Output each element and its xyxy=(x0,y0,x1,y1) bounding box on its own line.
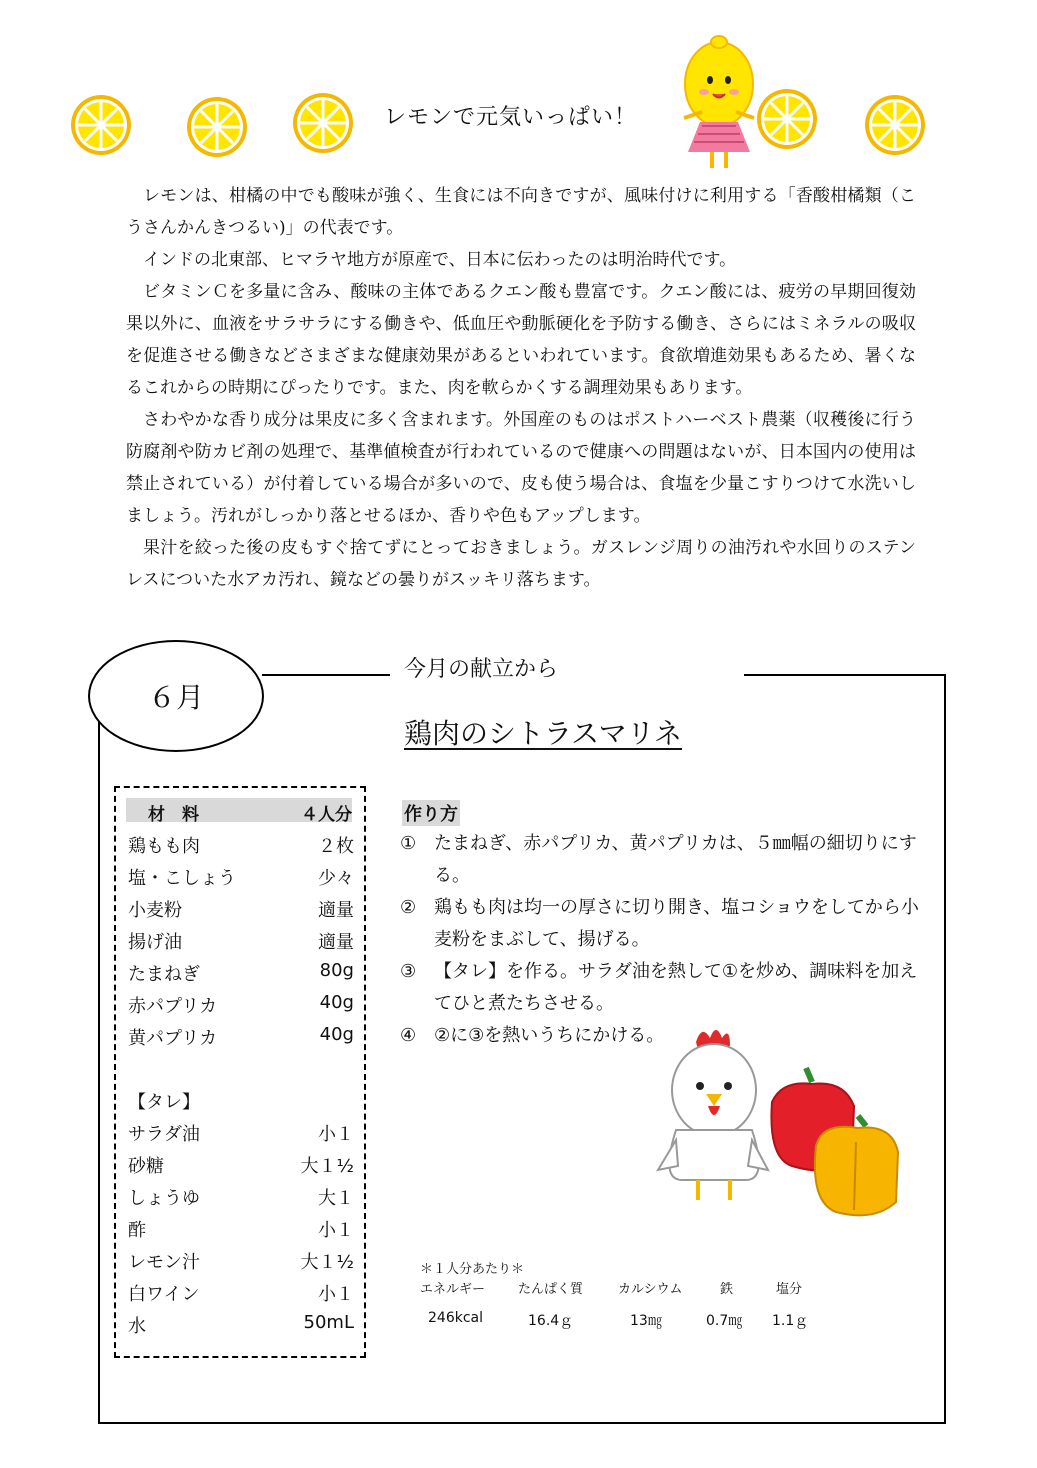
nutrition-value: 1.1ｇ xyxy=(772,1313,809,1329)
ingredient-row: たまねぎ 80g xyxy=(128,960,354,985)
lemon-girl-icon xyxy=(672,22,764,172)
intro-text xyxy=(126,180,916,596)
lemon-slice-icon xyxy=(292,92,354,154)
intro-paragraph: 果汁を絞った後の皮もすぐ捨てずにとっておきましょう。ガスレンジ周りの油汚れや水回りのステンレスについた水アカ汚れ、鏡などの曇りがスッキリ落ちます。 xyxy=(126,538,916,590)
method-heading: 作り方 xyxy=(402,800,460,826)
intro-paragraph: レモンは、柑橘の中でも酸味が強く、生食には不向きですが、風味付けに利用する「香酸柑橘類（こうさんかんきつるい)」の代表です。 xyxy=(126,186,916,238)
ingredients-header-qty: ４人分 xyxy=(301,805,352,825)
sauce-label: 【タレ】 xyxy=(128,1092,200,1113)
paprika-icon xyxy=(762,1062,904,1226)
sauce-row: 水 50mL xyxy=(128,1312,354,1337)
nutrition-value: 13㎎ xyxy=(630,1313,662,1329)
ingredient-row: 鶏もも肉 ２枚 xyxy=(128,836,354,857)
nutrition-note: ＊１人分あたり＊ xyxy=(420,1262,525,1277)
sauce-row: サラダ油 小１ xyxy=(128,1124,354,1145)
ingredients-header xyxy=(126,798,352,825)
ingredient-row: 揚げ油 適量 xyxy=(128,932,354,953)
nutrition-label: エネルギー xyxy=(420,1282,486,1297)
chicken-icon xyxy=(652,1020,772,1210)
month-badge: ６月 xyxy=(88,640,264,752)
lemon-slice-icon xyxy=(756,88,818,150)
lemon-slice-icon xyxy=(70,94,132,156)
ingredient-row: 赤パプリカ 40g xyxy=(128,992,354,1017)
nutrition-label: たんぱく質 xyxy=(518,1282,584,1297)
ingredient-row: 黄パプリカ 40g xyxy=(128,1024,354,1049)
nutrition-value: 16.4ｇ xyxy=(528,1313,574,1329)
nutrition-label: 鉄 xyxy=(720,1282,734,1297)
nutrition-value: 0.7㎎ xyxy=(706,1313,743,1329)
sauce-row: 酢 小１ xyxy=(128,1220,354,1241)
ingredient-row: 小麦粉 適量 xyxy=(128,900,354,921)
ingredients-header-name: 材 料 xyxy=(148,805,199,825)
intro-paragraph: インドの北東部、ヒマラヤ地方が原産で、日本に伝わったのは明治時代です。 xyxy=(143,250,737,270)
ingredients-box xyxy=(114,786,366,1358)
sauce-row: レモン汁 大１½ xyxy=(128,1252,354,1273)
dish-title: 鶏肉のシトラスマリネ xyxy=(404,717,683,750)
sauce-row: 砂糖 大１½ xyxy=(128,1156,354,1177)
intro-paragraph: ビタミンＣを多量に含み、酸味の主体であるクエン酸も豊富です。クエン酸には、疲労の早期回復効果以外に、血液をサラサラにする働きや、低血圧や動脈硬化を予防する働き、さらにはミネラルの吸収を促進させる働きなどさまざまな健康効果があるといわれています。食欲増進効果もあるため、暑くなるこれからの時期にぴったりです。また、肉を軟らかくする調理効果もあります。 xyxy=(126,282,916,398)
nutrition-label: 塩分 xyxy=(776,1282,803,1297)
nutrition-value: 246kcal xyxy=(428,1310,483,1326)
section-label: 今月の献立から xyxy=(404,657,559,682)
page-title: レモンで元気いっぱい！ xyxy=(384,105,638,130)
sauce-row: 白ワイン 小１ xyxy=(128,1284,354,1305)
nutrition-label: カルシウム xyxy=(618,1282,683,1297)
sauce-row: しょうゆ 大１ xyxy=(128,1188,354,1209)
intro-paragraph: さわやかな香り成分は果皮に多く含まれます。外国産のものはポストハーベスト農薬（収穫後に行う防腐剤や防カビ剤の処理で、基準値検査が行われているので健康への問題はないが、日本国内の使用は禁止されている）が付着している場合が多いので、皮も使う場合は、食塩を少量こすりつけて水洗いしましょう。汚れがしっかり落とせるほか、香りや色もアップします。 xyxy=(126,410,916,526)
lemon-slice-icon xyxy=(864,94,926,156)
ingredient-row: 塩・こしょう 少々 xyxy=(128,868,354,889)
lemon-slice-icon xyxy=(186,96,248,158)
